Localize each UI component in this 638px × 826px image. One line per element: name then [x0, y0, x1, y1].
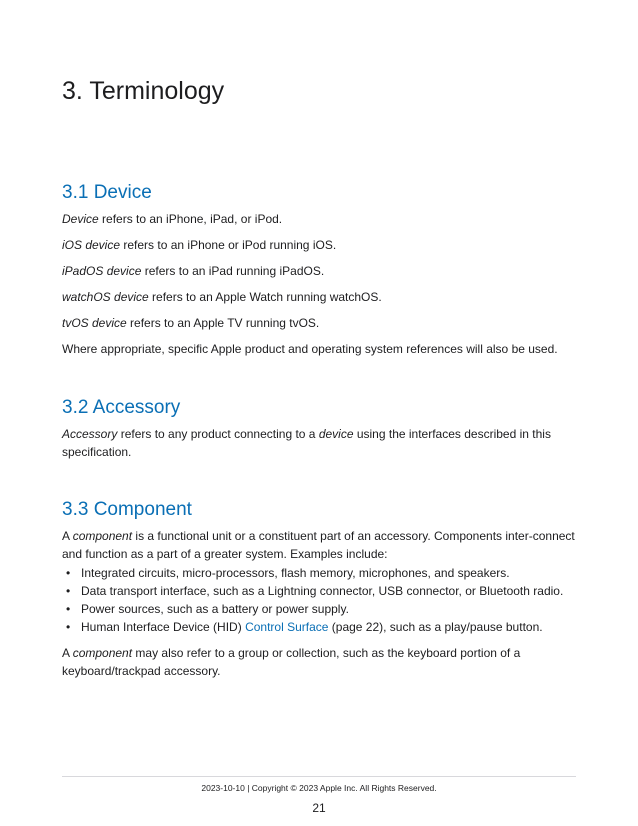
definition-text: using the interfaces described in this specification.	[62, 427, 551, 459]
definition-text: refers to an iPad running iPadOS.	[141, 264, 325, 278]
list-item	[62, 618, 582, 636]
definition-text: refers to an iPhone, iPad, or iPod.	[98, 212, 283, 226]
definition-ipados-device	[62, 262, 582, 280]
bullet-icon: •	[66, 584, 71, 598]
closing-text: may also refer to a group or collection, such as the keyboard portion of a keyboard/trackpad accessory.	[62, 646, 521, 678]
definition-ios-device	[62, 236, 582, 254]
section-accessory	[62, 395, 582, 461]
bullet-icon: •	[66, 620, 71, 634]
component-closing	[62, 644, 582, 680]
control-surface-link[interactable]: Control Surface	[245, 620, 329, 634]
definition-text: refers to any product connecting to a	[117, 427, 319, 441]
term: iOS device	[62, 238, 121, 252]
section-component	[62, 497, 582, 680]
term: Accessory	[62, 427, 118, 441]
definition-text: refers to an iPhone or iPod running iOS.	[120, 238, 337, 252]
device-note: Where appropriate, specific Apple product and operating system references will also be used.	[62, 342, 558, 356]
definition-device	[62, 210, 582, 228]
term: watchOS device	[62, 290, 149, 304]
definition-tvos-device	[62, 314, 582, 332]
list-item-text: Human Interface Device (HID)	[81, 620, 246, 634]
component-examples-list	[62, 564, 582, 636]
intro-text: is a functional unit or a constituent part of an accessory. Components inter-connect and function as a part of a greater system. Examples include:	[62, 529, 575, 561]
list-item-text: Integrated circuits, micro-processors, flash memory, microphones, and speakers.	[81, 566, 510, 580]
list-item	[62, 564, 582, 582]
term: Device	[62, 212, 99, 226]
component-intro	[62, 527, 582, 563]
section-heading-accessory: 3.2 Accessory	[62, 397, 181, 418]
section-heading-device: 3.1 Device	[62, 182, 152, 203]
term: component	[72, 529, 133, 543]
term: component	[72, 646, 133, 660]
page-number: 21	[312, 801, 326, 815]
section-heading-component: 3.3 Component	[62, 499, 192, 520]
list-item-text: (page 22), such as a play/pause button.	[328, 620, 543, 634]
footer-copyright: 2023-10-10 | Copyright © 2023 Apple Inc. All Rights Reserved.	[201, 783, 437, 793]
term: device	[318, 427, 354, 441]
list-item	[62, 582, 582, 600]
intro-text: A	[62, 529, 73, 543]
term: iPadOS device	[62, 264, 142, 278]
definition-accessory	[62, 425, 582, 461]
chapter-title: 3. Terminology	[62, 77, 225, 105]
closing-text: A	[62, 646, 73, 660]
footer-divider	[62, 776, 576, 777]
section-device	[62, 180, 582, 358]
list-item-text: Power sources, such as a battery or power supply.	[81, 602, 349, 616]
definition-text: refers to an Apple TV running tvOS.	[126, 316, 320, 330]
term: tvOS device	[62, 316, 127, 330]
list-item-text: Data transport interface, such as a Lightning connector, USB connector, or Bluetooth radio.	[81, 584, 564, 598]
bullet-icon: •	[66, 566, 71, 580]
list-item	[62, 600, 582, 618]
definition-text: refers to an Apple Watch running watchOS.	[148, 290, 382, 304]
bullet-icon: •	[66, 602, 71, 616]
definition-watchos-device	[62, 288, 582, 306]
